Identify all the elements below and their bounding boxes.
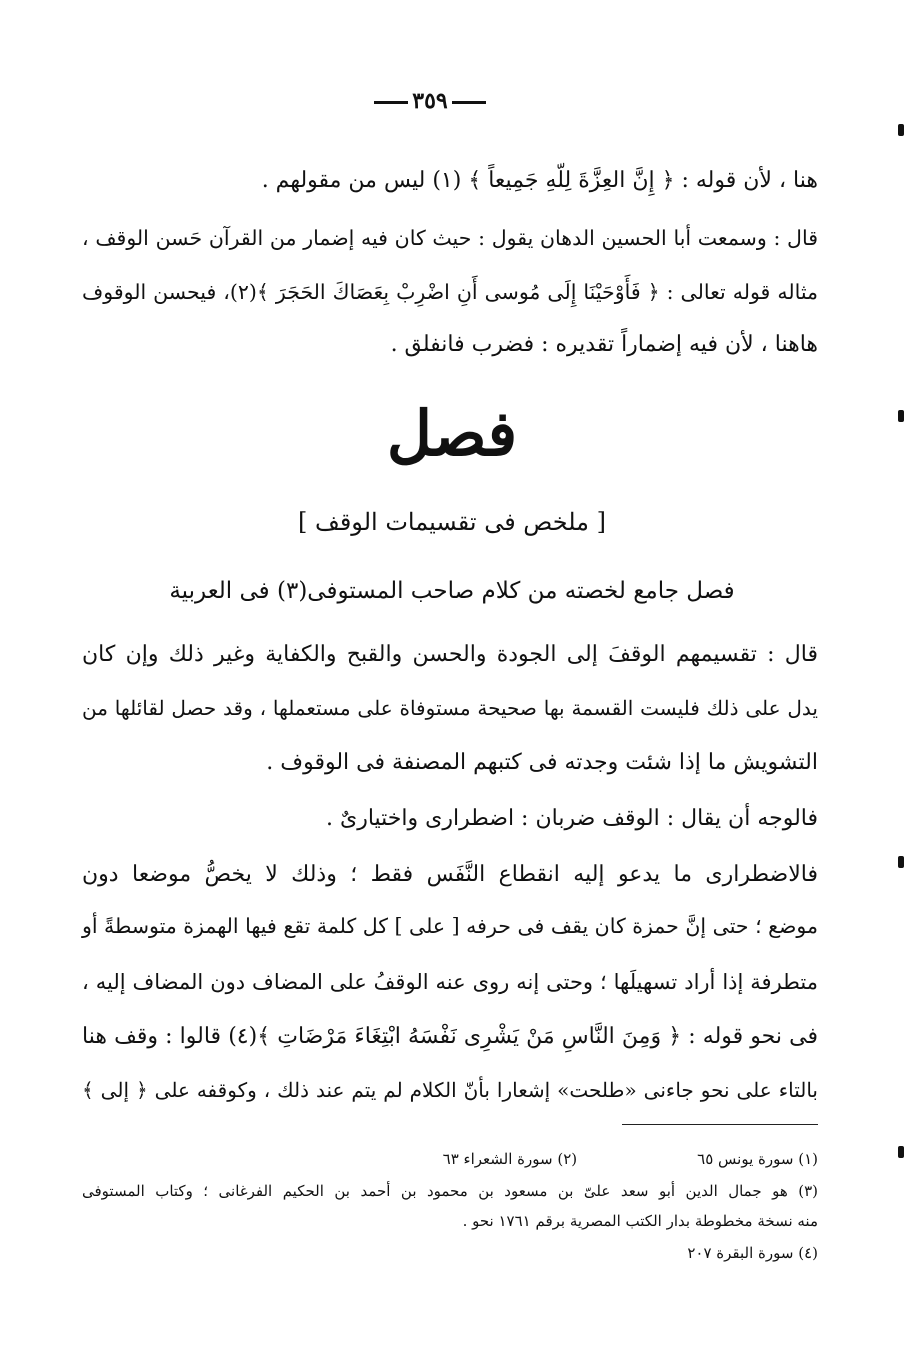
text-line: هاهنا ، لأن فيه إضماراً تقديره : فضرب فانفلق . [390, 332, 818, 357]
footnote-separator [622, 1124, 818, 1125]
scan-edge-mark [898, 1146, 904, 1158]
page-number-text: ٣٥٩ [412, 88, 448, 114]
page-number [360, 88, 500, 114]
text-line: موضع ؛ حتى إنَّ حمزة كان يقف فى حرفه [ على ] كل كلمة تقع فيها الهمزة متوسطةً أو [81, 914, 818, 938]
section-bracket-title: [ ملخص فى تقسيمات الوقف ] [298, 508, 606, 536]
footnote-3-line-1: (٣) هو جمال الدين أبو سعد علىّ بن مسعود بن محمود بن أحمد بن الحكيم الفرغانى ؛ وكتاب المستوفى [82, 1182, 818, 1200]
text-line: يدل على ذلك فليست القسمة بها صحيحة مستوفاة على مستعملها ، وقد حصل لقائلها من [82, 696, 818, 720]
scan-edge-mark [898, 856, 904, 868]
footnote-row [82, 1150, 818, 1168]
text-line: هنا ، لأن قوله : ﴿ إِنَّ العِزَّةَ لِلّهِ جَمِيعاً ﴾ (١) ليس من مقولهم . [261, 168, 818, 193]
text-line: مثاله قوله تعالى : ﴿ فَأَوْحَيْنَا إِلَى مُوسى أَنِ اضْرِبْ بِعَصَاكَ الحَجَرَ ﴾(٢)، فيحسن الوقوف [82, 280, 818, 304]
text-line: فالوجه أن يقال : الوقف ضربان : اضطرارى واختيارىٌ . [325, 806, 818, 831]
text-line: فى نحو قوله : ﴿ وَمِنَ النَّاسِ مَنْ يَشْرِى نَفْسَهُ ابْتِغَاءَ مَرْضَاتِ ﴾(٤) قالوا : وقف هنا [82, 1024, 818, 1049]
footnote-1: (١) سورة يونس ٦٥ [697, 1150, 818, 1168]
text-line: التشويش ما إذا شئت وجدته فى كتبهم المصنفة فى الوقوف . [266, 750, 818, 775]
footnote-3-line-2: منه نسخة مخطوطة بدار الكتب المصرية برقم ١٧٦١ نحو . [462, 1212, 818, 1230]
scan-edge-mark [898, 124, 904, 136]
section-subtitle: فصل جامع لخصته من كلام صاحب المستوفى(٣) فى العربية [169, 578, 735, 604]
footnote-4: (٤) سورة البقرة ٢٠٧ [687, 1244, 818, 1262]
text-line: متطرفة إذا أراد تسهيلَها ؛ وحتى إنه روى عنه الوقفُ على المضاف دون المضاف إليه ، [82, 970, 818, 994]
text-line: قال : وسمعت أبا الحسين الدهان يقول : حيث كان فيه إضمار من القرآن حَسن الوقف ، [82, 226, 818, 250]
page-number-dash [452, 101, 486, 104]
text-line: قال : تقسيمهم الوقفَ إلى الجودة والحسن والقبح والكفاية وغير ذلك وإن كان [82, 642, 818, 667]
text-line: فالاضطرارى ما يدعو إليه انقطاع النَّفَس فقط ؛ وذلك لا يخصُّ موضعا دون [82, 862, 818, 887]
text-line: بالتاء على نحو جاءنى «طلحت» إشعارا بأنّ الكلام لم يتم عند ذلك ، وكوقفه على ﴿ إلى ﴾ [82, 1078, 818, 1102]
page-number-dash [374, 101, 408, 104]
scan-edge-mark [898, 410, 904, 422]
section-heading: فصل [386, 397, 518, 470]
footnote-2: (٢) سورة الشعراء ٦٣ [442, 1150, 578, 1168]
